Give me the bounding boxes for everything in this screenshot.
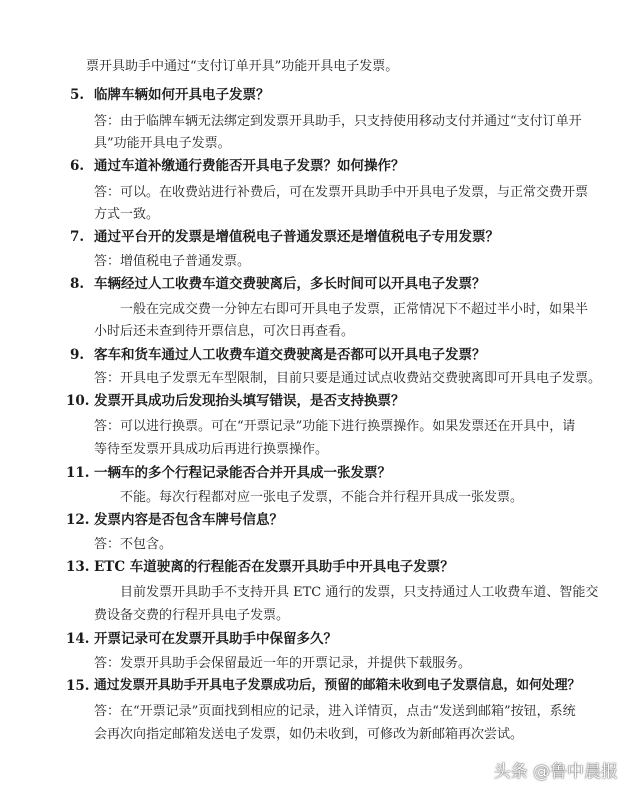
question-text: 通过车道补缴通行费能否开具电子发票？如何操作？ (94, 158, 405, 174)
answer-line: 具”功能开具电子发票。 (94, 136, 231, 151)
question-text: 通过发票开具助手开具电子发票成功后，预留的邮箱未收到电子发票信息，如何处理？ (94, 678, 581, 693)
question-text: 开票记录可在发票开具助手中保留多久？ (94, 631, 337, 647)
question-text: 一辆车的多个行程记录能否合并开具成一张发票？ (94, 465, 391, 481)
question-number: 6. (70, 158, 85, 174)
question-number: 9. (70, 347, 85, 363)
question-text: 通过平台开的发票是增值税电子普通发票还是增值税电子专用发票？ (94, 229, 499, 245)
question-number: 15. (66, 678, 90, 694)
question-text: 发票开具成功后发现抬头填写错误，是否支持换票？ (94, 393, 405, 409)
answer-line: 答：可以。在收费站进行补费后，可在发票开具助手中开具电子发票，与正常交费开票 (94, 185, 589, 200)
answer-line: 答：增值税电子普通发票。 (94, 254, 251, 269)
question-text: 临牌车辆如何开具电子发票？ (94, 87, 270, 103)
answer-line: 费设备交费的行程开具电子发票。 (94, 608, 290, 623)
answer-line: 答：由于临牌车辆无法绑定到发票开具助手，只支持使用移动支付并通过“支付订单开 (94, 114, 582, 129)
answer-line: 方式一致。 (94, 207, 160, 222)
answer-line: 会再次向指定邮箱发送电子发票，如仍未收到，可修改为新邮箱再次尝试。 (94, 727, 524, 742)
watermark: 头条 @鲁中晨报 (493, 762, 618, 782)
answer-line: 答：开具电子发票无车型限制，目前只要是通过试点收费站交费驶离即可开具电子发票。 (94, 371, 602, 386)
intro-line: 票开具助手中通过“支付订单开具”功能开具电子发票。 (86, 59, 399, 74)
question-number: 10. (66, 393, 90, 409)
answer-line: 一般在完成交费一分钟左右即可开具电子发票，正常情况下不超过半小时，如果半 (120, 302, 589, 317)
answer-line: 不能。每次行程都对应一张电子发票，不能合并行程开具成一张发票。 (120, 490, 524, 505)
answer-line: 答：可以进行换票。可在“开票记录”功能下进行换票操作。如果发票还在开具中，请 (94, 419, 576, 434)
question-text: 客车和货车通过人工收费车道交费驶离是否都可以开具电子发票？ (94, 347, 486, 363)
answer-line: 目前发票开具助手不支持开具 ETC 通行的发票，只支持通过人工收费车道、智能交 (120, 585, 599, 600)
question-number: 11. (66, 465, 90, 481)
answer-line: 答：在“开票记录”页面找到相应的记录，进入详情页，点击“发送到邮箱”按钮，系统 (94, 704, 576, 719)
question-text: ETC 车道驶离的行程能否在发票开具助手中开具电子发票？ (94, 559, 454, 575)
answer-line: 小时后还未查到待开票信息，可次日再查看。 (94, 324, 355, 339)
question-number: 14. (66, 631, 90, 647)
answer-line: 答：发票开具助手会保留最近一年的开票记录，并提供下载服务。 (94, 656, 472, 671)
answer-line: 等待至发票开具成功后再进行换票操作。 (94, 442, 329, 457)
question-number: 12. (66, 512, 90, 528)
question-number: 7. (70, 229, 85, 245)
answer-line: 答：不包含。 (94, 537, 173, 552)
question-text: 发票内容是否包含车牌号信息？ (94, 512, 283, 528)
question-number: 13. (66, 559, 90, 575)
question-number: 5. (70, 87, 85, 103)
question-number: 8. (70, 276, 85, 292)
question-text: 车辆经过人工收费车道交费驶离后，多长时间可以开具电子发票？ (94, 276, 486, 292)
